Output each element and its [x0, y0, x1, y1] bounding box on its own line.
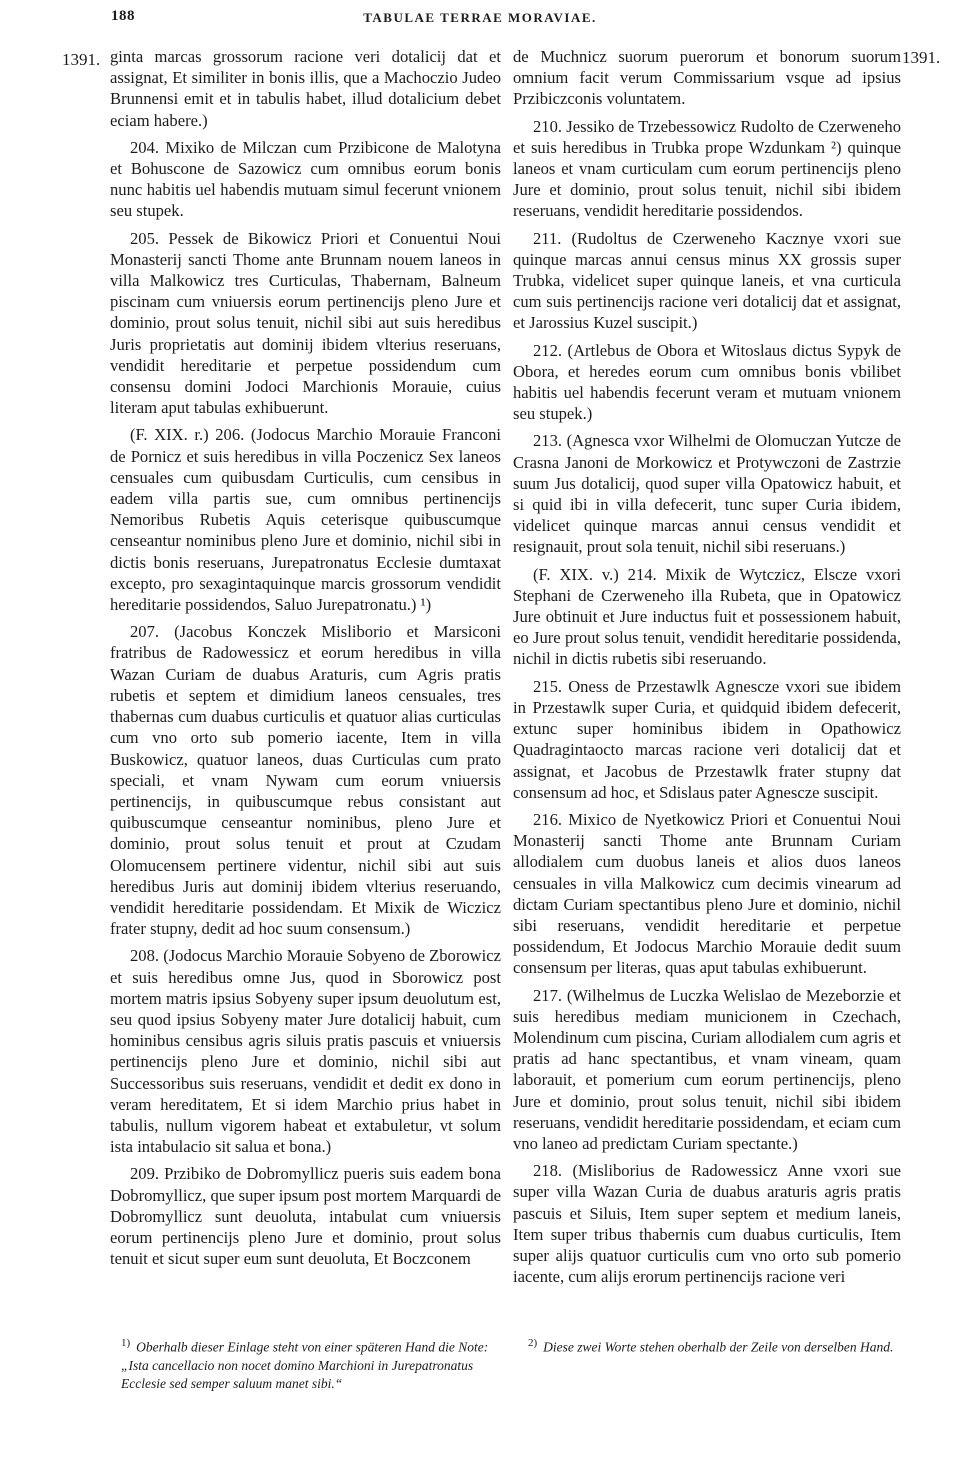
entry-211: 211. (Rudoltus de Czerweneho Kacznye vxori sue quinque marcas annui census minus XX grossis super Trubka, videlicet super quinque laneis, et vna curticula cum suis pertinencijs racione veri dotalicij dat et assignat, et Jarossius Kuzel suscipit.) — [513, 228, 901, 333]
entry-212: 212. (Artlebus de Obora et Witoslaus dictus Sypyk de Obora, et heredes eorum cum omnibus bonis vbilibet habitis uel habendis fecerunt veram et mutuam vnionem seu stupek.) — [513, 340, 901, 424]
entry-216: 216. Mixico de Nyetkowicz Priori et Conuentui Noui Monasterij sancti Thome ante Brunnam Curiam allodialem cum duobus laneis et alios duos laneos censuales in villa Malkowicz cum decimis vinearum ad dictam Curiam spectantibus pleno Jure et dominio, nichil sibi reseruans, vendidit hereditarie et perpetue possidendum, Et Jodocus Marchio Morauie dedit suum consensum per literas, quas aput tabulas exhibuerunt. — [513, 809, 901, 978]
footnote-2 — [528, 1334, 903, 1357]
entry-continuation: ginta marcas grossorum racione veri dotalicij dat et assignat, Et similiter in bonis illis, que a Machoczio Judeo Brunnensi emit et in tabulis habet, illud dotalicium debet eciam habere.) — [110, 47, 501, 130]
right-column — [513, 46, 901, 1293]
entry-209: 209. Przibiko de Dobromyllicz pueris suis eadem bona Dobromyllicz, que super ipsum post mortem Marquardi de Dobromyllicz sunt deuoluta, intabulat cum vniuersis eorum pertinencijs pleno Jure et dominio, prout solus tenuit et sicut super eum sunt deuoluta, Et Boczconem — [110, 1164, 501, 1269]
entry-213: 213. (Agnesca vxor Wilhelmi de Olomuczan Yutcze de Crasna Janoni de Morkowicz et Protywczoni de Zastrzie suum Jus dotalicij, quod super villa Opatowicz habuit, et si quid ibi in villa defecerit, tunc super Curia ibidem, videlicet quinque marcas annui census vendidit et resignauit, prout sola tenuit, nichil sibi reseruans.) — [513, 431, 901, 557]
entry-204: 204. Mixiko de Milczan cum Przibicone de Malotyna et Bohuscone de Sazowicz cum omnibus eorum bonis nunc habitis uel habendis mutuam simul fecerunt vnionem seu stupek. — [110, 137, 501, 221]
footnote-1 — [121, 1334, 506, 1393]
entry-215: 215. Oness de Przestawlk Agnescze vxori sue ibidem in Przestawlk super Curia, et quidquid ibidem defecerit, extunc super hominibus ibidem in Opathowicz Quadragintaocto marcas racione veri dotalicij dat et assignat, et Jacobus de Przestawlk frater stupny dat consensum ad hoc, et Sdislaus pater Agnescze suscipit. — [513, 676, 901, 802]
entry-208: 208. (Jodocus Marchio Morauie Sobyeno de Zborowicz et suis heredibus omne Jus, quod in Sborowicz post mortem matris ipsius Sobyeny super ipsum deuolutum est, seu quod ipsius Sobyeny mater Jure dotalicij habuit, cum hominibus censibus agris siluis pratis pascuis et vniuersis pertinencijs pleno Jure et dominio, nichil sibi aut Successoribus suis reseruans, vendidit et dedit ex dono in veram hereditatem, Et si idem Marchio prius habet in tabulis, nullum vigorem habeat et extabuletur, vt solum ista intabulacio sit salua et bona.) — [110, 946, 501, 1157]
margin-year-left: 1391. — [62, 50, 101, 69]
entry-218: 218. (Misliborius de Radowessicz Anne vxori sue super villa Wazan Curia de duabus araturis agris pratis pascuis et Siluis, Item super septem et medium laneis, Item super tribus thabernis cum duabus curticulis, Item super alijs quatuor curticulis cum vno orto sub pomerio iacente, cum alijs erorum pertinencijs racione veri — [513, 1161, 901, 1287]
footnote-mark: 1) — [121, 1337, 131, 1349]
left-column — [110, 46, 501, 1275]
entry-210: 210. Jessiko de Trzebessowicz Rudolto de Czerweneho et suis heredibus in Trubka prope Wzdunkam ²) quinque laneos et vnam curticulam cum eorum pertinencijs pleno Jure et dominio, prout solus tenuit, nichil sibi ibidem reseruans, vendidit hereditarie possidendos. — [513, 116, 901, 221]
entry-207: 207. (Jacobus Konczek Misliborio et Marsiconi fratribus de Radowessicz et eorum heredibus in villa Wazan Curiam de duabus Araturis, cum Agris pratis rubetis et septem et dimidium laneos censuales, tres thabernas cum duabus curticulis et quatuor alias curticulas cum vno orto sub pomerio iacente, Item in villa Buskowicz, quatuor laneos, duas Curticulas cum prato speciali, et vnam Nywam cum eorum vniuersis pertinencijs, in quibuscumque rebus consistant aut quibuscumque censeantur nominibus, pleno Jure et dominio, prout solus tenuit et prout at Czudam Olomucensem pertinere videntur, nichil sibi aut suis heredibus Juris aut dominij ibidem vlterius reseruando, vendidit hereditarie possidendam. Et Mixik de Wiczicz frater stupny, dedit ad hoc suum consensum.) — [110, 622, 501, 939]
entry-continuation: de Muchnicz suorum puerorum et bonorum suorum omnium facit verum Commissarium vsque ad ipsius Przibiczconis voluntatem. — [513, 47, 901, 109]
running-title: TABULAE TERRAE MORAVIAE. — [363, 10, 597, 25]
entry-214: (F. XIX. v.) 214. Mixik de Wytczicz, Elscze vxori Stephani de Czerweneho illa Rubeta, que in Opatowicz Jure obtinuit et Jure inductus fuit et possessionem habuit, eo Jure prout solus tenuit, vendidit hereditarie possidenda, nichil in dictis rubetis sibi reseruando. — [513, 564, 901, 669]
margin-year-right: 1391. — [902, 48, 941, 67]
entry-205: 205. Pessek de Bikowicz Priori et Conuentui Noui Monasterij sancti Thome ante Brunnam nouem laneos in villa Malkowicz tres Curticulas, Thabernam, Balneum piscinam cum vniuersis eorum pertinencijs pleno Jure et dominio, prout solus tenuit, nichil sibi aut suis heredibus Juris proprietatis aut dominij ibidem vlterius reseruans, vendidit hereditarie et perpetue possidendum cum consensu domini Jodoci Marchionis Morauie, cuius literam aput tabulas exhibuerunt. — [110, 228, 501, 418]
entry-217: 217. (Wilhelmus de Luczka Welislao de Mezeborzie et suis heredibus mediam municionem in Czechach, Molendinum cum piscina, Curiam allodialem cum agris et pratis ad hanc spectantibus, et vnam vineam, quam laborauit, et pomerium cum eorum pertinencijs, pleno Jure et dominio, prout solus tenuit, nichil sibi ibidem reseruans, vendidit hereditarie possidendam, et eciam cum vno laneo ad predictam Curiam spectante.) — [513, 985, 901, 1153]
entry-206: (F. XIX. r.) 206. (Jodocus Marchio Morauie Franconi de Pornicz et suis heredibus in villa Poczenicz Sex laneos censuales cum quibusdam Curticulis, cum censibus in eadem villa partis sue, cum omnibus pertinencijs Nemoribus Rubetis Aquis ceterisque quibuscumque censeantur nominibus pleno Jure et dominio, nichil sibi in dictis bonis reseruans, Jurepatronatus Ecclesie dumtaxat excepto, pro sexagintaquinque marcis grossorum vendidit hereditarie possidendos, Saluo Jurepatronatu.) ¹) — [110, 425, 501, 615]
footnote-text: Oberhalb dieser Einlage steht von einer späteren Hand die Note: „Ista cancellacio non nocet domino Marchioni in Jurepatronatus Ecclesie sed semper saluum manet sibi.“ — [121, 1339, 489, 1391]
page-number: 188 — [111, 8, 135, 24]
footnote-mark: 2) — [528, 1337, 538, 1349]
footnote-text: Diese zwei Worte stehen oberhalb der Zeile von derselben Hand. — [543, 1339, 894, 1355]
